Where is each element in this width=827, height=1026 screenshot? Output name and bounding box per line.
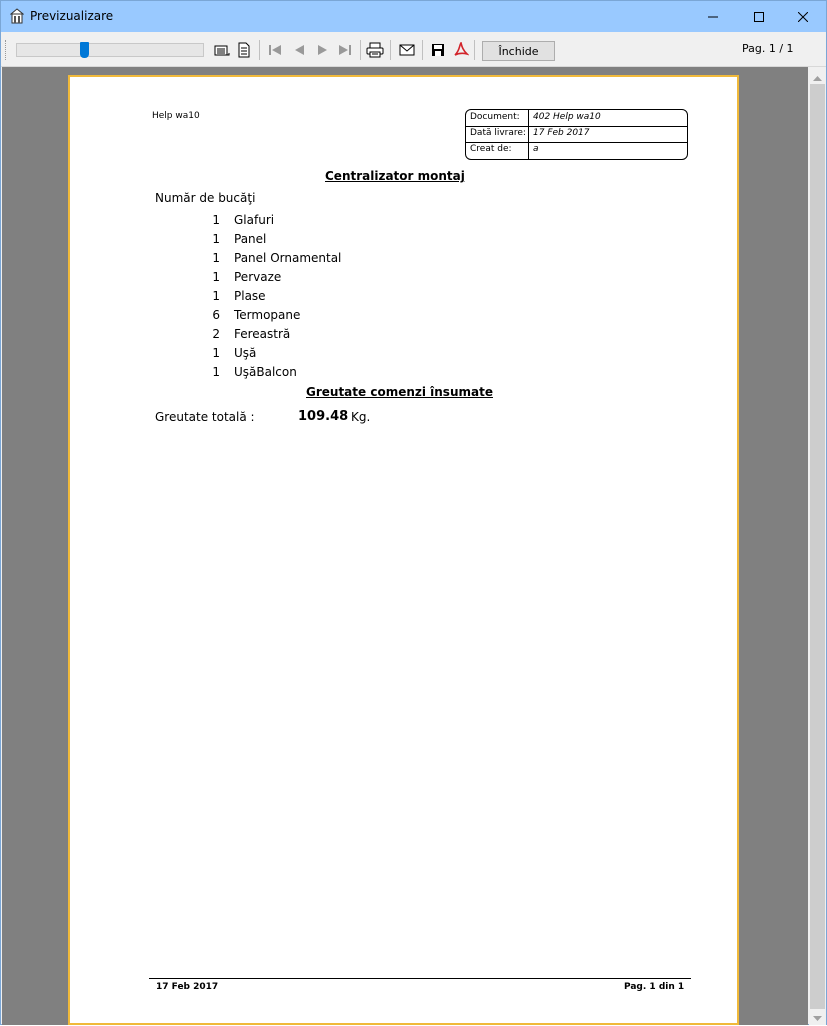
total-weight-label: Greutate totală : <box>155 410 255 424</box>
item-name: Termopane <box>234 308 301 322</box>
zoom-slider-thumb[interactable] <box>80 42 89 58</box>
item-quantity: 1 <box>212 365 220 379</box>
footer-page-number: Pag. 1 din 1 <box>624 982 685 992</box>
item-quantity: 1 <box>212 346 220 360</box>
report-page <box>68 75 739 1025</box>
report-header-label: Help wa10 <box>152 111 200 121</box>
item-quantity: 1 <box>212 213 220 227</box>
toolbar-separator <box>474 40 475 60</box>
window-title: Previzualizare <box>30 9 114 23</box>
scroll-down-button[interactable] <box>809 1008 826 1025</box>
item-name: Panel Ornamental <box>234 251 342 265</box>
item-name: Uşă <box>234 346 257 360</box>
close-preview-button[interactable]: Închide <box>482 41 555 61</box>
item-quantity: 1 <box>212 270 220 284</box>
maximize-icon <box>754 7 764 26</box>
page-indicator: Pag. 1 / 1 <box>742 42 794 55</box>
report-title: Centralizator montaj <box>325 169 465 183</box>
item-name: Pervaze <box>234 270 282 284</box>
item-quantity: 6 <box>212 308 220 322</box>
zoom-slider[interactable] <box>16 43 204 57</box>
info-value: 17 Feb 2017 <box>533 128 590 138</box>
next-page-icon[interactable] <box>314 41 332 59</box>
info-row-delivery-date <box>466 126 687 142</box>
footer-divider <box>149 978 691 979</box>
item-name: Fereastră <box>234 327 291 341</box>
info-label: Document: <box>470 112 520 122</box>
item-quantity: 1 <box>212 289 220 303</box>
close-window-button[interactable] <box>780 1 826 32</box>
minimize-icon <box>708 7 718 26</box>
whole-page-icon[interactable] <box>235 41 253 59</box>
toolbar-grip[interactable] <box>5 40 7 60</box>
app-icon <box>10 8 24 24</box>
print-icon[interactable] <box>366 41 384 59</box>
pieces-subtitle: Număr de bucăţi <box>155 191 256 205</box>
previous-page-icon[interactable] <box>290 41 308 59</box>
info-row-document <box>466 110 687 126</box>
title-bar <box>1 1 826 32</box>
scrollbar-thumb[interactable] <box>810 84 825 1009</box>
footer-date: 17 Feb 2017 <box>156 982 219 992</box>
info-value: 402 Help wa10 <box>533 112 601 122</box>
pdf-icon[interactable] <box>452 41 470 59</box>
toolbar <box>1 32 826 67</box>
preview-viewport[interactable] <box>2 67 808 1025</box>
document-info-box <box>465 109 688 160</box>
info-value: a <box>533 144 539 154</box>
minimize-button[interactable] <box>690 1 736 32</box>
toolbar-separator <box>390 40 391 60</box>
item-quantity: 1 <box>212 232 220 246</box>
maximize-button[interactable] <box>736 1 782 32</box>
scroll-up-button[interactable] <box>809 67 826 84</box>
item-name: Panel <box>234 232 267 246</box>
page-width-icon[interactable] <box>213 41 231 59</box>
item-quantity: 2 <box>212 327 220 341</box>
info-row-created-by <box>466 142 687 158</box>
chevron-down-icon <box>813 1007 822 1026</box>
toolbar-separator <box>259 40 260 60</box>
save-icon[interactable] <box>429 41 447 59</box>
first-page-icon[interactable] <box>266 41 284 59</box>
item-name: Plase <box>234 289 266 303</box>
toolbar-separator <box>422 40 423 60</box>
chevron-up-icon <box>813 66 822 85</box>
info-label: Dată livrare: <box>470 128 526 138</box>
item-quantity: 1 <box>212 251 220 265</box>
weight-unit: Kg. <box>351 410 371 424</box>
item-name: UşăBalcon <box>234 365 297 379</box>
last-page-icon[interactable] <box>336 41 354 59</box>
item-name: Glafuri <box>234 213 275 227</box>
total-weight-value: 109.48 <box>298 409 349 424</box>
toolbar-separator <box>360 40 361 60</box>
close-icon <box>798 7 808 26</box>
weight-section-title: Greutate comenzi însumate <box>306 385 493 399</box>
email-icon[interactable] <box>398 41 416 59</box>
vertical-scrollbar[interactable] <box>809 67 826 1025</box>
info-label: Creat de: <box>470 144 512 154</box>
